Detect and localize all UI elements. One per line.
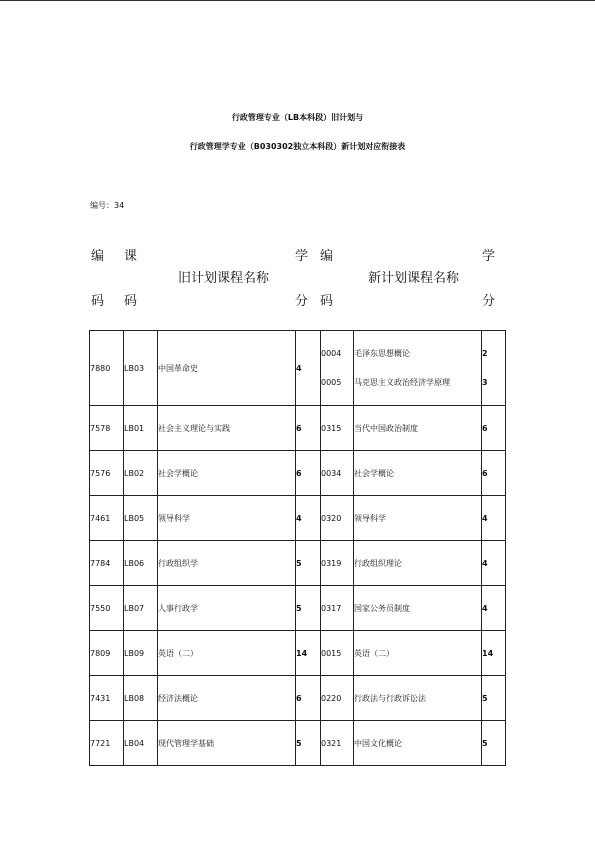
- new-name-cell: 领导科学: [354, 496, 482, 541]
- old-course-cell: LB07: [124, 586, 158, 631]
- old-course-cell: LB03: [124, 331, 158, 406]
- header-old-course-top: 课: [124, 249, 138, 264]
- new-credit-cell: 4: [482, 541, 506, 586]
- new-name-line: 马克思主义政治经济学原理: [354, 378, 450, 387]
- new-credit-cell: 5: [482, 676, 506, 721]
- table-row: [90, 541, 506, 586]
- old-code-cell: 7578: [90, 406, 124, 451]
- new-credit-cell: 4: [482, 586, 506, 631]
- header-old-course-bottom: 码: [124, 294, 138, 309]
- table-row: [90, 721, 506, 766]
- new-credit-cell: 5: [482, 721, 506, 766]
- old-course-cell: LB09: [124, 631, 158, 676]
- table-row: [90, 631, 506, 676]
- old-credit-cell: 6: [296, 406, 321, 451]
- old-code-cell: 7576: [90, 451, 124, 496]
- old-name-cell: 经济法概论: [158, 676, 296, 721]
- new-code-cell: 0317: [321, 586, 354, 631]
- new-code-cell: 0321: [321, 721, 354, 766]
- table-row: [90, 586, 506, 631]
- new-credit-cell: [482, 331, 506, 406]
- old-code-cell: 7809: [90, 631, 124, 676]
- header-old-code-top: 编: [91, 249, 105, 264]
- old-course-cell: LB05: [124, 496, 158, 541]
- table-row: [90, 331, 506, 406]
- old-credit-cell: 4: [296, 331, 321, 406]
- old-name-cell: 领导科学: [158, 496, 296, 541]
- header-old-credit-bottom: 分: [295, 294, 309, 309]
- new-name-cell: 行政法与行政诉讼法: [354, 676, 482, 721]
- header-old-credit-top: 学: [295, 249, 309, 264]
- new-code-cell: 0315: [321, 406, 354, 451]
- new-code-cell: 0320: [321, 496, 354, 541]
- old-credit-cell: 5: [296, 586, 321, 631]
- old-name-cell: 社会主义理论与实践: [158, 406, 296, 451]
- new-code-cell: [321, 331, 354, 406]
- old-code-cell: 7721: [90, 721, 124, 766]
- new-code-line: 0004: [321, 349, 342, 358]
- new-name-cell: 中国文化概论: [354, 721, 482, 766]
- header-new-credit-bottom: 分: [482, 294, 496, 309]
- old-code-cell: 7461: [90, 496, 124, 541]
- new-name-cell: 国家公务员制度: [354, 586, 482, 631]
- header-old-code-bottom: 码: [91, 294, 105, 309]
- old-name-cell: 行政组织学: [158, 541, 296, 586]
- mapping-table: [89, 330, 506, 766]
- old-course-cell: LB06: [124, 541, 158, 586]
- old-code-cell: 7431: [90, 676, 124, 721]
- new-credit-cell: 14: [482, 631, 506, 676]
- new-credit-cell: 6: [482, 451, 506, 496]
- table-row: [90, 676, 506, 721]
- old-course-cell: LB02: [124, 451, 158, 496]
- new-name-line: 毛泽东思想概论: [354, 349, 410, 358]
- old-credit-cell: 6: [296, 676, 321, 721]
- new-code-line: 0005: [321, 378, 342, 387]
- title-line-2: 行政管理学专业（B030302独立本科段）新计划对应衔接表: [189, 142, 406, 151]
- top-rule: [0, 0, 595, 1]
- doc-number: 编号：34: [90, 201, 125, 210]
- new-credit-line: 3: [482, 378, 488, 387]
- new-credit-cell: 6: [482, 406, 506, 451]
- old-credit-cell: 5: [296, 721, 321, 766]
- old-code-cell: 7550: [90, 586, 124, 631]
- new-name-cell: 英语（二）: [354, 631, 482, 676]
- old-name-cell: 人事行政学: [158, 586, 296, 631]
- old-code-cell: 7880: [90, 331, 124, 406]
- new-name-cell: 行政组织理论: [354, 541, 482, 586]
- header-new-code-bottom: 码: [320, 294, 334, 309]
- old-name-cell: 现代管理学基础: [158, 721, 296, 766]
- new-name-cell: 社会学概论: [354, 451, 482, 496]
- table-row: [90, 451, 506, 496]
- old-credit-cell: 14: [296, 631, 321, 676]
- old-course-cell: LB08: [124, 676, 158, 721]
- old-code-cell: 7784: [90, 541, 124, 586]
- new-name-cell: [354, 331, 482, 406]
- title-line-1: 行政管理专业（LB本科段）旧计划与: [231, 113, 364, 122]
- table-row: [90, 406, 506, 451]
- old-name-cell: 社会学概论: [158, 451, 296, 496]
- new-code-cell: 0015: [321, 631, 354, 676]
- old-course-cell: LB01: [124, 406, 158, 451]
- header-new-credit-top: 学: [482, 249, 496, 264]
- new-credit-cell: 4: [482, 496, 506, 541]
- header-new-code-top: 编: [320, 249, 334, 264]
- old-course-cell: LB04: [124, 721, 158, 766]
- new-code-cell: 0034: [321, 451, 354, 496]
- old-name-cell: 英语（二）: [158, 631, 296, 676]
- header-old-name: 旧计划课程名称: [178, 271, 270, 286]
- old-credit-cell: 6: [296, 451, 321, 496]
- new-credit-line: 2: [482, 349, 488, 358]
- header-new-name: 新计划课程名称: [368, 271, 460, 286]
- new-code-cell: 0220: [321, 676, 354, 721]
- new-code-cell: 0319: [321, 541, 354, 586]
- old-name-cell: 中国革命史: [158, 331, 296, 406]
- old-credit-cell: 4: [296, 496, 321, 541]
- table-row: [90, 496, 506, 541]
- old-credit-cell: 5: [296, 541, 321, 586]
- new-name-cell: 当代中国政治制度: [354, 406, 482, 451]
